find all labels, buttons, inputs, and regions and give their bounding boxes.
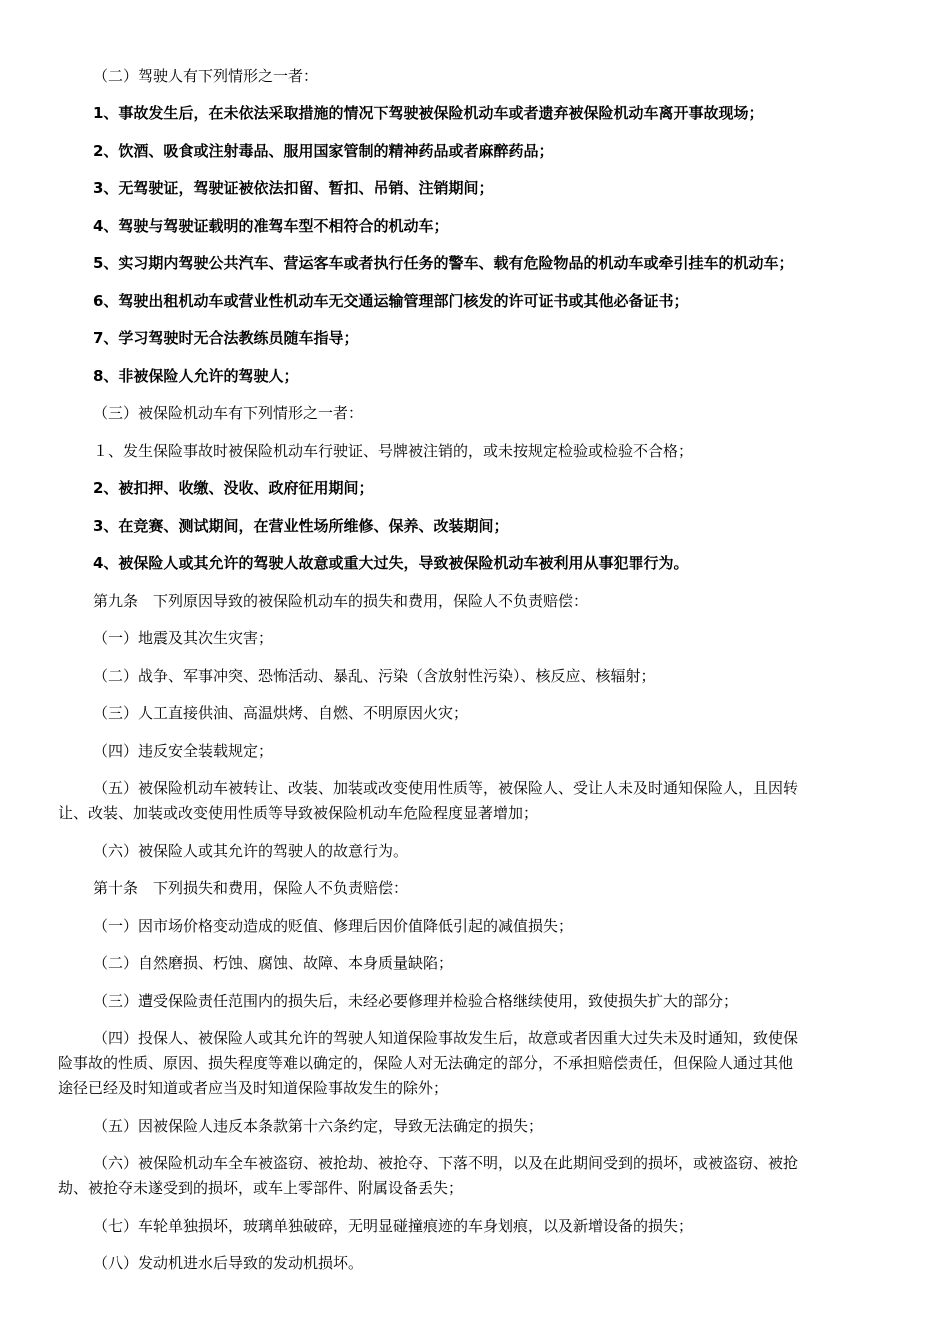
- list-item: （二）自然磨损、朽蚀、腐蚀、故障、本身质量缺陷；: [93, 954, 454, 972]
- list-item: 4、驾驶与驾驶证载明的准驾车型不相符合的机动车；: [93, 217, 449, 235]
- list-item: 2、被扣押、收缴、没收、政府征用期间；: [93, 479, 374, 497]
- list-item: （八）发动机进水后导致的发动机损坏。: [93, 1254, 364, 1272]
- list-item: 4、被保险人或其允许的驾驶人故意或重大过失，导致被保险机动车被利用从事犯罪行为。: [93, 554, 689, 572]
- list-item: （七）车轮单独损坏，玻璃单独破碎，无明显碰撞痕迹的车身划痕，以及新增设备的损失；: [93, 1217, 694, 1235]
- list-item: （六）被保险人或其允许的驾驶人的故意行为。: [93, 842, 409, 860]
- list-item: 6、驾驶出租机动车或营业性机动车无交通运输管理部门核发的许可证书或其他必备证书；: [93, 292, 689, 310]
- list-item: （五）因被保险人违反本条款第十六条约定，导致无法确定的损失；: [93, 1117, 544, 1135]
- list-item-continuation: 劫、被抢夺未遂受到的损坏，或车上零部件、附属设备丢失；: [58, 1179, 464, 1197]
- list-item: 1、事故发生后，在未依法采取措施的情况下驾驶被保险机动车或者遗弃被保险机动车离开事故现场；: [93, 104, 764, 122]
- list-item-continuation: 让、改装、加装或改变使用性质等导致被保险机动车危险程度显著增加；: [58, 804, 539, 822]
- article-heading: 第九条 下列原因导致的被保险机动车的损失和费用，保险人不负责赔偿：: [93, 592, 589, 610]
- list-item: 3、在竞赛、测试期间，在营业性场所维修、保养、改装期间；: [93, 517, 509, 535]
- list-item: （六）被保险机动车全车被盗窃、被抢劫、被抢夺、下落不明，以及在此期间受到的损坏，或被盗窃、被抢: [93, 1154, 799, 1172]
- list-item: （四）投保人、被保险人或其允许的驾驶人知道保险事故发生后，故意或者因重大过失未及时通知，致使保: [93, 1029, 799, 1047]
- list-item: 7、学习驾驶时无合法教练员随车指导；: [93, 329, 359, 347]
- list-item: 3、无驾驶证，驾驶证被依法扣留、暂扣、吊销、注销期间；: [93, 179, 494, 197]
- subsection-heading: （二）驾驶人有下列情形之一者：: [93, 67, 319, 85]
- article-heading: 第十条 下列损失和费用，保险人不负责赔偿：: [93, 879, 409, 897]
- list-item: （四）违反安全装载规定；: [93, 742, 274, 760]
- list-item: （二）战争、军事冲突、恐怖活动、暴乱、污染（含放射性污染）、核反应、核辐射；: [93, 667, 656, 685]
- list-item: （五）被保险机动车被转让、改装、加装或改变使用性质等，被保险人、受让人未及时通知保险人，且因转: [93, 779, 799, 797]
- list-item: （一）因市场价格变动造成的贬值、修理后因价值降低引起的减值损失；: [93, 917, 574, 935]
- list-item: （三）遭受保险责任范围内的损失后，未经必要修理并检验合格继续使用，致使损失扩大的部分；: [93, 992, 739, 1010]
- subsection-heading: （三）被保险机动车有下列情形之一者：: [93, 404, 364, 422]
- list-item: 2、饮酒、吸食或注射毒品、服用国家管制的精神药品或者麻醉药品；: [93, 142, 554, 160]
- list-item-continuation: 途径已经及时知道或者应当及时知道保险事故发生的除外；: [58, 1079, 449, 1097]
- list-item-continuation: 险事故的性质、原因、损失程度等难以确定的，保险人对无法确定的部分，不承担赔偿责任，但保险人通过其他: [58, 1054, 794, 1072]
- list-item: （三）人工直接供油、高温烘烤、自燃、不明原因火灾；: [93, 704, 469, 722]
- list-item: 8、非被保险人允许的驾驶人；: [93, 367, 299, 385]
- list-item: （一）地震及其次生灾害；: [93, 629, 274, 647]
- list-item: １、发生保险事故时被保险机动车行驶证、号牌被注销的，或未按规定检验或检验不合格；: [93, 442, 694, 460]
- list-item: 5、实习期内驾驶公共汽车、营运客车或者执行任务的警车、载有危险物品的机动车或牵引挂车的机动车；: [93, 254, 794, 272]
